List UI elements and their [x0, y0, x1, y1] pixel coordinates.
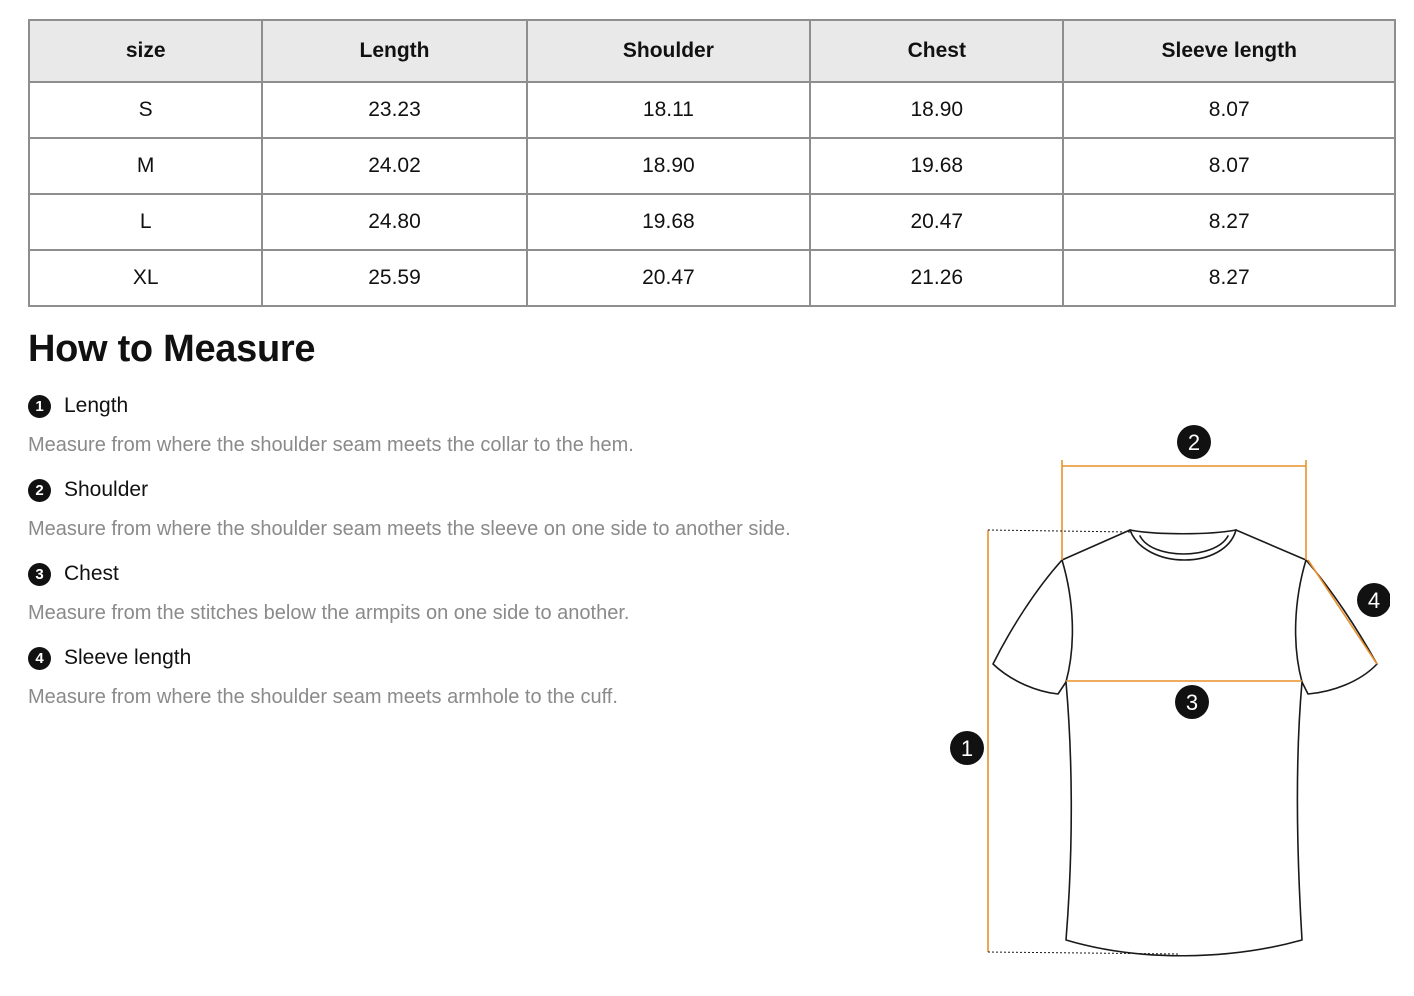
svg-text:2: 2 [1187, 430, 1201, 455]
header-length: Length [262, 20, 526, 82]
cell-size: M [29, 138, 262, 194]
measure-label: Length [64, 394, 129, 417]
table-row [29, 194, 1395, 250]
table-row [29, 250, 1395, 306]
tshirt-diagram [940, 420, 1390, 980]
measure-description: Measure from where the shoulder seam meets armhole to the cuff. [28, 686, 618, 708]
svg-text:3: 3 [1185, 690, 1199, 715]
number-2-icon: 2 [28, 479, 51, 502]
cell-length: 24.02 [262, 138, 526, 194]
table-row [29, 138, 1395, 194]
cell-size: S [29, 82, 262, 138]
measure-description: Measure from the stitches below the armpits on one side to another. [28, 602, 630, 624]
cell-chest: 18.90 [810, 82, 1063, 138]
measure-item-shoulder [28, 476, 908, 541]
measure-item-sleeve-length [28, 644, 908, 709]
number-3-icon: 3 [28, 563, 51, 586]
cell-chest: 20.47 [810, 194, 1063, 250]
cell-sleeve-length: 8.27 [1063, 194, 1395, 250]
header-chest: Chest [810, 20, 1063, 82]
number-4-icon: 4 [28, 647, 51, 670]
cell-shoulder: 18.11 [527, 82, 810, 138]
svg-text:1: 1 [960, 736, 974, 761]
page-title: How to Measure [28, 328, 316, 370]
measure-description: Measure from where the shoulder seam meets the sleeve on one side to another side. [28, 518, 791, 540]
marker-1-icon [950, 731, 984, 765]
table-row [29, 82, 1395, 138]
cell-size: XL [29, 250, 262, 306]
cell-shoulder: 19.68 [527, 194, 810, 250]
header-shoulder: Shoulder [527, 20, 810, 82]
cell-length: 24.80 [262, 194, 526, 250]
measure-label: Chest [64, 562, 119, 585]
measure-label: Sleeve length [64, 646, 192, 669]
measure-label: Shoulder [64, 478, 149, 501]
measure-item-chest [28, 560, 908, 625]
number-1-icon: 1 [28, 395, 51, 418]
cell-length: 23.23 [262, 82, 526, 138]
cell-chest: 19.68 [810, 138, 1063, 194]
cell-shoulder: 18.90 [527, 138, 810, 194]
cell-sleeve-length: 8.07 [1063, 138, 1395, 194]
header-size: size [29, 20, 262, 82]
cell-chest: 21.26 [810, 250, 1063, 306]
tshirt-icon [993, 530, 1377, 956]
header-sleeve-length: Sleeve length [1063, 20, 1395, 82]
cell-sleeve-length: 8.07 [1063, 82, 1395, 138]
cell-size: L [29, 194, 262, 250]
cell-sleeve-length: 8.27 [1063, 250, 1395, 306]
svg-text:4: 4 [1367, 588, 1381, 613]
table-header-row [29, 20, 1395, 82]
marker-3-icon [1175, 685, 1209, 719]
cell-shoulder: 20.47 [527, 250, 810, 306]
size-table [28, 19, 1396, 307]
marker-2-icon [1177, 425, 1211, 459]
cell-length: 25.59 [262, 250, 526, 306]
measure-item-length [28, 392, 908, 457]
marker-4-icon [1357, 583, 1390, 617]
measure-description: Measure from where the shoulder seam meets the collar to the hem. [28, 434, 634, 456]
